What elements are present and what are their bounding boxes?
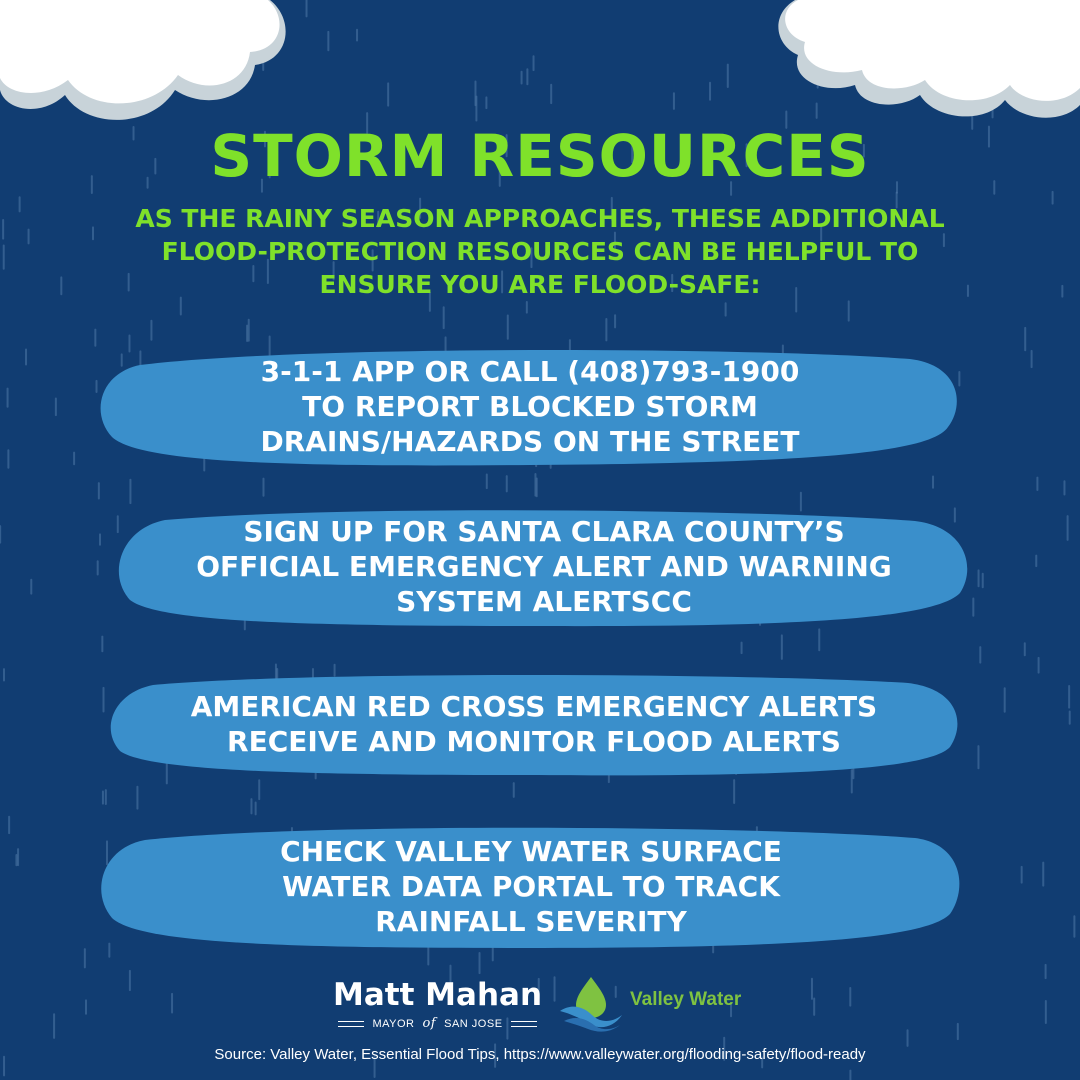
page-subtitle: AS THE RAINY SEASON APPROACHES, THESE ADDITIONAL FLOOD-PROTECTION RESOURCES CAN BE HELPFUL TO ENSURE YOU ARE FLOOD-SAFE: [135,204,945,299]
resource-card [115,505,973,628]
resource-text: AMERICAN RED CROSS EMERGENCY ALERTS RECEIVE AND MONITOR FLOOD ALERTS [190,690,878,758]
valley-water-name: Valley Water [630,989,742,1010]
resource-card [100,822,962,950]
resource-card [100,345,960,467]
source-citation: Source: Valley Water, Essential Flood Tips, https://www.valleywater.org/flooding-safety/flood-ready [214,1046,866,1063]
cloud-top-left-icon [0,0,300,135]
mahan-title-post: SAN JOSE [444,1017,503,1030]
divider [511,1021,537,1027]
mahan-title-of: of [422,1016,437,1031]
cloud-top-right-icon [770,0,1080,130]
logo-bar [0,975,1080,1035]
valley-water-drop-icon [558,975,624,1033]
resource-text: SIGN UP FOR SANTA CLARA COUNTY’S OFFICIAL EMERGENCY ALERT AND WARNING SYSTEM ALERTSCC [196,515,892,618]
divider [338,1021,364,1027]
resource-card [108,671,960,777]
resource-text: CHECK VALLEY WATER SURFACE WATER DATA PORTAL TO TRACK RAINFALL SEVERITY [280,834,782,938]
mahan-logo-name: Matt Mahan [332,977,543,1013]
mahan-logo-title [330,1016,545,1031]
page-title: STORM RESOURCES [210,122,870,190]
resource-text: 3-1-1 APP OR CALL (408)793-1900 TO REPORT BLOCKED STORM DRAINS/HAZARDS ON THE STREET [260,354,800,458]
mahan-title-pre: MAYOR [372,1017,415,1030]
